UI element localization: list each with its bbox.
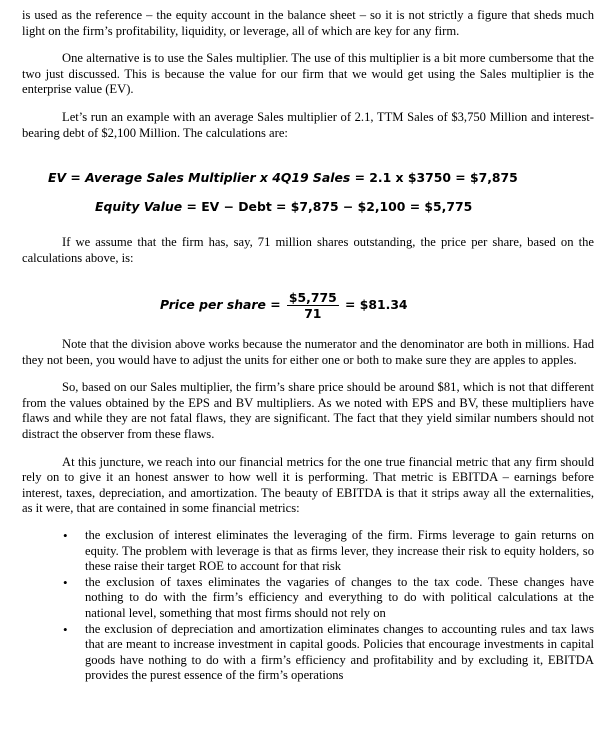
equation-price-rhs: = $81.34 <box>340 297 408 312</box>
equation-ev-equals: = <box>66 170 86 185</box>
equation-price-per-share <box>160 290 408 321</box>
fraction-numerator: $5,775 <box>288 290 337 305</box>
bullet-icon: • <box>63 621 68 637</box>
equation-price-fraction <box>287 290 339 321</box>
bullet-text-depreciation: the exclusion of depreciation and amortization eliminates changes to accounting rules and tax laws that are meant to increase investment in capital goods. Policies that encourage investments in capital goods have nothing to do with a firm’s efficiency and profitability and by excluding it, EBITDA provides the purest essence of the firm’s operations <box>85 621 594 683</box>
fraction-denominator: 71 <box>304 306 322 321</box>
document-page-middle <box>22 235 594 266</box>
list-item <box>22 575 594 622</box>
paragraph-sales-multiplier: One alternative is to use the Sales multiplier. The use of this multiplier is a bit more cumbersome that the two just discussed. This is because the value for our firm that we would get using the Sales multiplier is the enterprise value (EV). <box>22 51 594 97</box>
equation-equity-rhs: = EV − Debt = $7,875 − $2,100 = $5,775 <box>182 199 473 214</box>
equation-price-equals: = <box>265 297 285 312</box>
bullet-text-interest: the exclusion of interest eliminates the leveraging of the firm. Firms leverage to gain returns on equity. The problem with leverage is that as firms lever, they increase their risk to equity holders, so these raise their target ROE to account for that risk <box>85 527 594 574</box>
equation-ev-rhs: = 2.1 x $3750 = $7,875 <box>350 170 518 185</box>
paragraph-share-price: So, based on our Sales multiplier, the firm’s share price should be around $81, which is not that different from the values obtained by the EPS and BV multipliers. As we noted with EPS and BV, these multipliers have flaws and while they are not fatal flaws, they are significant. The fact that they yield similar numbers should not distract the observer from these flaws. <box>22 380 594 441</box>
bullet-list <box>22 528 594 684</box>
equation-equity-lhs: Equity Value <box>95 199 183 214</box>
paragraph-example: Let’s run an example with an average Sales multiplier of 2.1, TTM Sales of $3,750 Million and interest-bearing debt of $2,100 Million. The calculations are: <box>22 109 594 140</box>
paragraph-intro-continued: is used as the reference – the equity account in the balance sheet – so it is not strictly a figure that sheds much light on the firm’s profitability, liquidity, or leverage, all of which are key for any firm. <box>22 8 594 38</box>
paragraph-units-note: Note that the division above works because the numerator and the denominator are both in millions. Had they not been, you would have to adjust the units for either one or both to make sure they are apples to apples. <box>22 337 594 367</box>
equation-ev-term: Average Sales Multiplier x 4Q19 Sales <box>85 170 351 185</box>
equation-ev-lhs: EV <box>48 170 67 185</box>
equation-enterprise-value <box>48 170 518 186</box>
bullet-text-taxes: the exclusion of taxes eliminates the vagaries of changes to the tax code. These changes have nothing to do with the firm’s efficiency and everything to do with political calculations at the national level, something that most firms should not rely on <box>85 574 594 620</box>
list-item <box>22 528 594 575</box>
document-page <box>22 8 594 141</box>
list-item <box>22 622 594 684</box>
equation-equity-value <box>95 199 472 215</box>
bullet-icon: • <box>63 574 68 590</box>
document-page-lower <box>22 337 594 684</box>
paragraph-ebitda: At this juncture, we reach into our financial metrics for the one true financial metric that any firm should rely on to give it an honest answer to how well it is performing. That metric is EBITDA – earnings before interest, taxes, depreciation, and amortization. The beauty of EBITDA is that it strips away all the externalities, as it were, that are contained in some financial metrics: <box>22 454 594 516</box>
equation-price-lhs: Price per share <box>160 297 266 312</box>
paragraph-shares-outstanding: If we assume that the firm has, say, 71 million shares outstanding, the price per share, based on the calculations above, is: <box>22 235 594 265</box>
bullet-icon: • <box>63 527 68 543</box>
